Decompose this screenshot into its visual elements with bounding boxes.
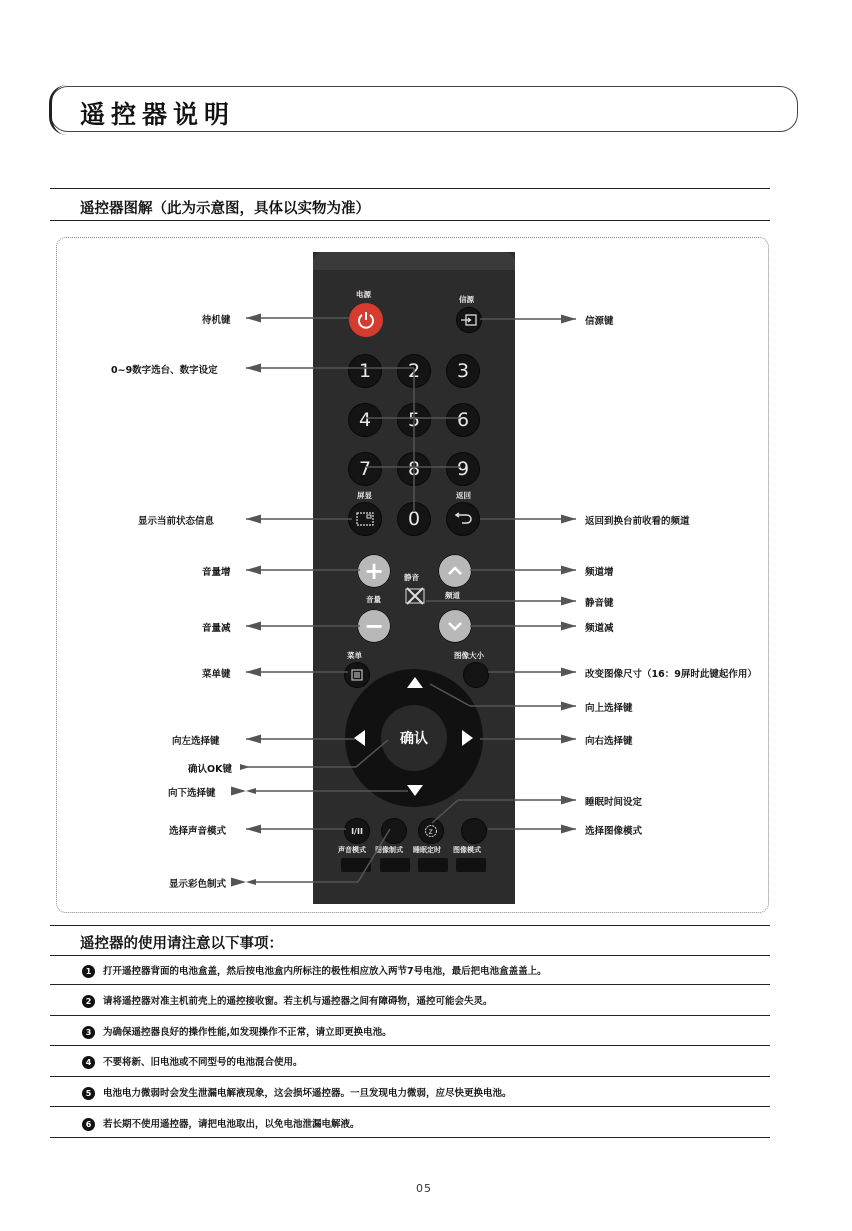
- diagram-heading: 遥控器图解（此为示意图，具体以实物为准）: [80, 201, 370, 217]
- callout-color-system: 显示彩色制式: [169, 879, 227, 890]
- note-item: 5 电池电力微弱时会发生泄漏电解液现象，这会损坏遥控器。一旦发现电力微弱，应尽快更换电池。: [82, 1085, 512, 1100]
- power-label: 电源: [356, 290, 371, 299]
- menu-label: 菜单: [347, 651, 362, 660]
- page-number: 05: [416, 1182, 432, 1195]
- callout-sound-mode: 选择声音模式: [169, 826, 227, 837]
- digit-4-button: 4: [348, 403, 382, 437]
- callout-display-info: 显示当前状态信息: [138, 516, 215, 527]
- color-system-label: 图像制式: [375, 846, 403, 854]
- divider: [50, 1015, 770, 1016]
- channel-label: 频道: [445, 591, 460, 600]
- callout-sleep: 睡眠时间设定: [585, 797, 643, 808]
- digit-0-button: 0: [397, 502, 431, 536]
- digit-7-button: 7: [348, 452, 382, 486]
- notes-heading: 遥控器的使用请注意以下事项：: [80, 936, 283, 952]
- divider: [50, 1045, 770, 1046]
- volume-up-button: +: [357, 554, 391, 588]
- sound-mode-label: 声音模式: [338, 846, 366, 854]
- picture-size-label: 图像大小: [454, 651, 484, 660]
- sound-mode-button: I/II: [344, 818, 370, 844]
- note-item: 2 请将遥控器对准主机前壳上的遥控接收窗。若主机与遥控器之间有障碍物，遥控可能会失灵。: [82, 993, 493, 1008]
- callout-up: 向上选择键: [585, 703, 633, 714]
- divider: [50, 1137, 770, 1138]
- divider: [50, 1106, 770, 1107]
- callout-source: 信源键: [585, 316, 614, 327]
- divider: [50, 1076, 770, 1077]
- source-label: 信源: [459, 295, 474, 304]
- note-item: 4 不要将新、旧电池或不同型号的电池混合使用。: [82, 1054, 303, 1069]
- callout-volume-down: 音量减: [202, 623, 231, 634]
- digit-2-button: 2: [397, 354, 431, 388]
- volume-label: 音量: [366, 595, 381, 604]
- divider: [50, 955, 770, 956]
- digit-6-button: 6: [446, 403, 480, 437]
- volume-down-button: −: [357, 609, 391, 643]
- picture-mode-label: 图像模式: [453, 846, 481, 854]
- return-label: 返回: [456, 491, 471, 500]
- note-item: 3 为确保遥控器良好的操作性能,如发现操作不正常，请立即更换电池。: [82, 1024, 392, 1039]
- digit-5-button: 5: [397, 403, 431, 437]
- callout-volume-up: 音量增: [202, 567, 231, 578]
- callout-mute: 静音键: [585, 598, 614, 609]
- display-label: 屏显: [357, 491, 372, 500]
- svg-text:z: z: [428, 827, 433, 836]
- callout-channel-up: 频道增: [585, 567, 614, 578]
- callout-picture-mode: 选择图像模式: [585, 826, 643, 837]
- callout-picture-size: 改变图像尺寸（16：9屏时此键起作用）: [585, 669, 757, 680]
- sleep-label: 睡眠定时: [413, 846, 441, 854]
- callout-left: 向左选择键: [172, 736, 220, 747]
- note-item: 6 若长期不使用遥控器，请把电池取出，以免电池泄漏电解液。: [82, 1116, 360, 1131]
- callout-channel-down: 频道减: [585, 623, 614, 634]
- callout-return: 返回到换台前收看的频道: [585, 516, 690, 527]
- callout-right: 向右选择键: [585, 736, 633, 747]
- mute-label: 静音: [404, 573, 419, 582]
- ok-button: 确认: [381, 705, 447, 771]
- divider: [50, 984, 770, 985]
- digit-3-button: 3: [446, 354, 480, 388]
- callout-menu: 菜单键: [202, 669, 231, 680]
- callout-standby: 待机键: [202, 315, 231, 326]
- digit-1-button: 1: [348, 354, 382, 388]
- callout-digits: 0~9数字选台、数字设定: [111, 365, 218, 376]
- note-item: 1 打开遥控器背面的电池盒盖，然后按电池盒内所标注的极性相应放入两节7号电池，最后把电池盒盖盖上。: [82, 963, 547, 978]
- digit-8-button: 8: [397, 452, 431, 486]
- digit-9-button: 9: [446, 452, 480, 486]
- callout-down: 向下选择键: [168, 788, 216, 799]
- divider: [50, 925, 770, 926]
- callout-ok: 确认OK键: [188, 764, 232, 775]
- page-title: 遥控器说明: [80, 100, 236, 129]
